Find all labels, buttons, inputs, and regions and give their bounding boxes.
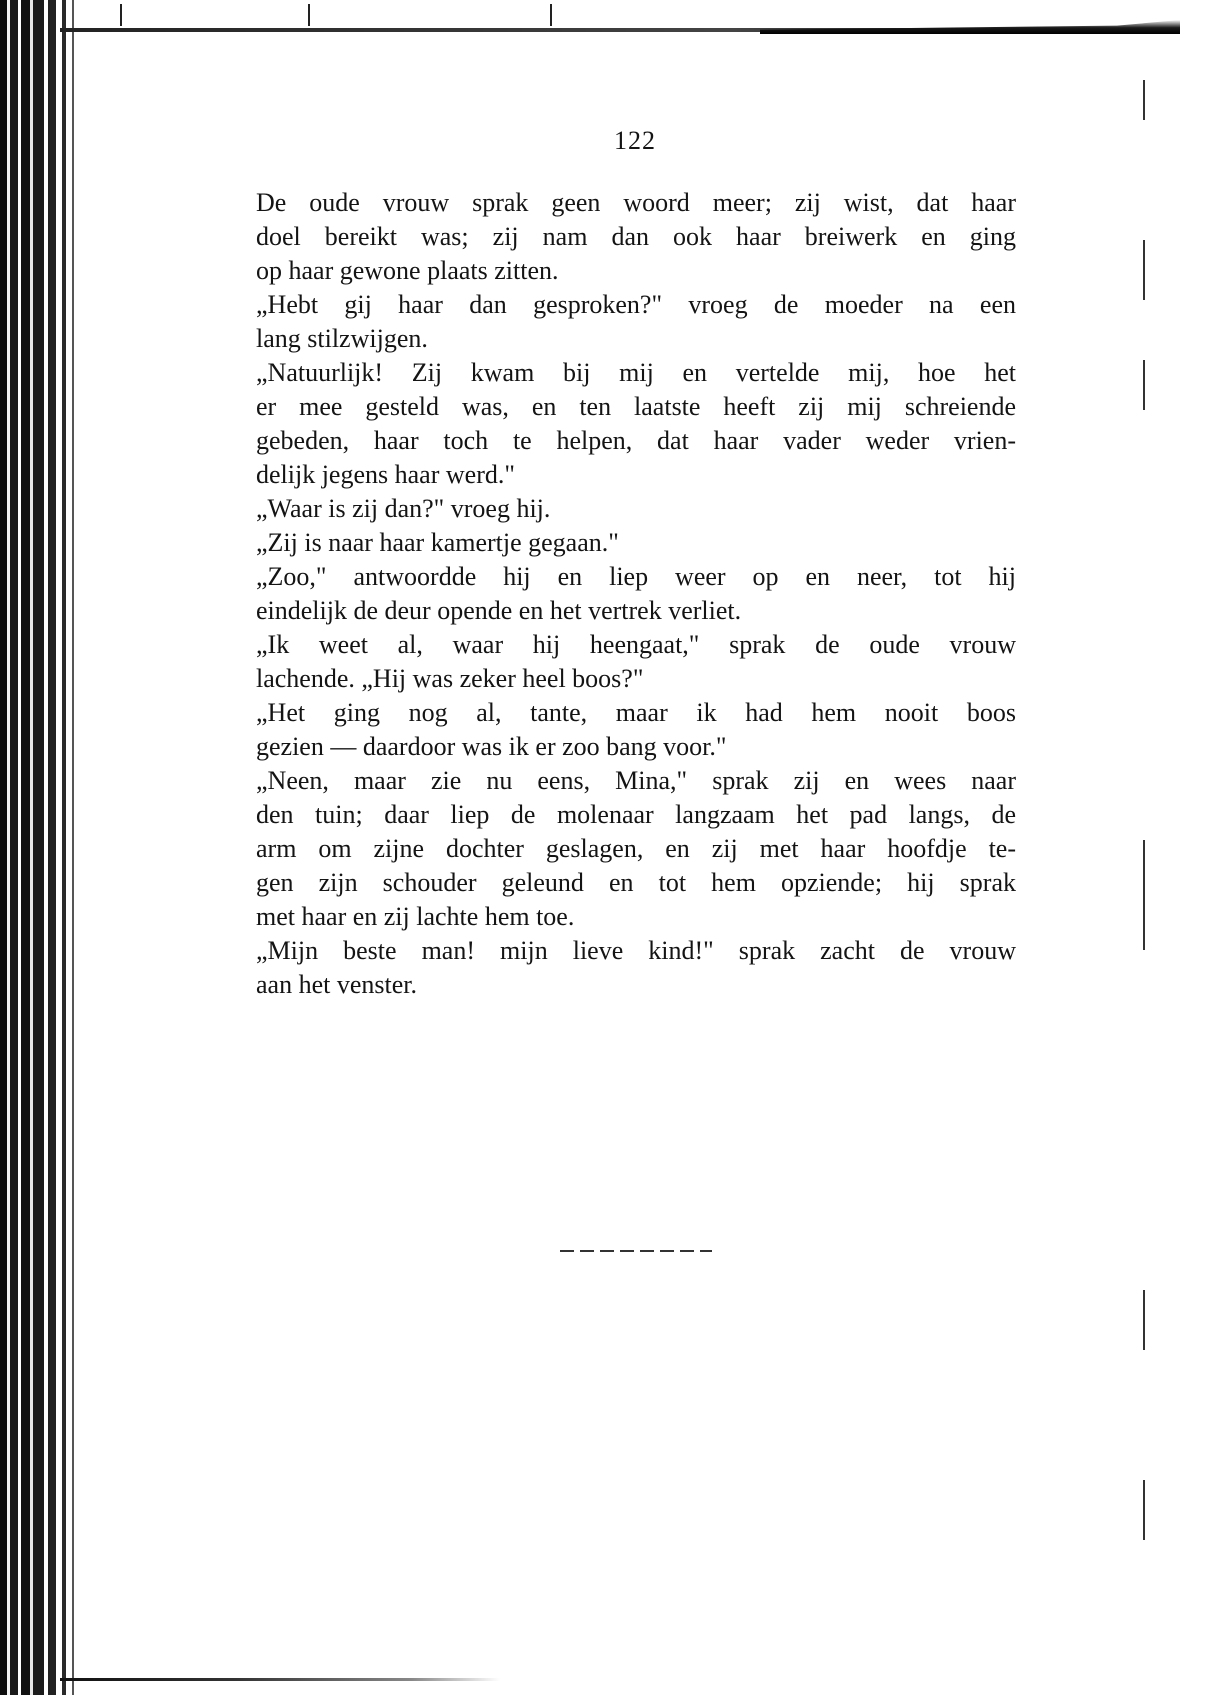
text-line: „Het ging nog al, tante, maar ik had hem nooit boos (256, 698, 1016, 727)
right-margin-mark (1143, 240, 1145, 300)
text-line: „Neen, maar zie nu eens, Mina," sprak zij en wees naar (256, 766, 1016, 795)
text-line: gezien — daardoor was ik er zoo bang voor." (256, 732, 727, 761)
book-binding-edge (0, 0, 88, 1695)
text-line: „Mijn beste man! mijn lieve kind!" sprak zacht de vrouw (256, 936, 1016, 965)
text-line: met haar en zij lachte hem toe. (256, 902, 575, 931)
text-line: gebeden, haar toch te helpen, dat haar vader weder vrien- (256, 426, 1016, 455)
top-tick-mark (120, 4, 122, 26)
text-line: „Waar is zij dan?" vroeg hij. (256, 494, 551, 523)
page-number: 122 (614, 126, 656, 155)
text-line: „Ik weet al, waar hij heengaat," sprak de oude vrouw (256, 630, 1016, 659)
section-divider (560, 1250, 712, 1252)
top-tick-mark (308, 4, 310, 26)
bottom-page-edge (60, 1678, 500, 1681)
right-margin-mark (1143, 360, 1145, 410)
text-line: „Hebt gij haar dan gesproken?" vroeg de moeder na een (256, 290, 1016, 319)
text-line: den tuin; daar liep de molenaar langzaam het pad langs, de (256, 800, 1016, 829)
text-line: „Natuurlijk! Zij kwam bij mij en vertelde mij, hoe het (256, 358, 1016, 387)
body-text (256, 186, 1016, 1002)
text-line: lang stilzwijgen. (256, 324, 428, 353)
text-line: eindelijk de deur opende en het vertrek verliet. (256, 596, 742, 625)
right-margin-mark (1143, 1480, 1145, 1540)
text-line: De oude vrouw sprak geen woord meer; zij wist, dat haar (256, 188, 1016, 217)
right-margin-mark (1143, 80, 1145, 120)
top-tick-mark (550, 4, 552, 26)
text-line: arm om zijne dochter geslagen, en zij met haar hoofdje te- (256, 834, 1016, 863)
text-line: delijk jegens haar werd." (256, 460, 515, 489)
text-line: aan het venster. (256, 970, 417, 999)
text-line: „Zoo," antwoordde hij en liep weer op en neer, tot hij (256, 562, 1016, 591)
text-line: doel bereikt was; zij nam dan ook haar breiwerk en ging (256, 222, 1016, 251)
text-line: lachende. „Hij was zeker heel boos?" (256, 664, 644, 693)
text-line: op haar gewone plaats zitten. (256, 256, 559, 285)
right-margin-mark (1143, 1290, 1145, 1350)
text-line: „Zij is naar haar kamertje gegaan." (256, 528, 619, 557)
right-margin-mark (1143, 840, 1145, 950)
top-page-shadow (760, 20, 1180, 34)
text-line: gen zijn schouder geleund en tot hem opziende; hij sprak (256, 868, 1016, 897)
text-line: er mee gesteld was, en ten laatste heeft zij mij schreiende (256, 392, 1016, 421)
